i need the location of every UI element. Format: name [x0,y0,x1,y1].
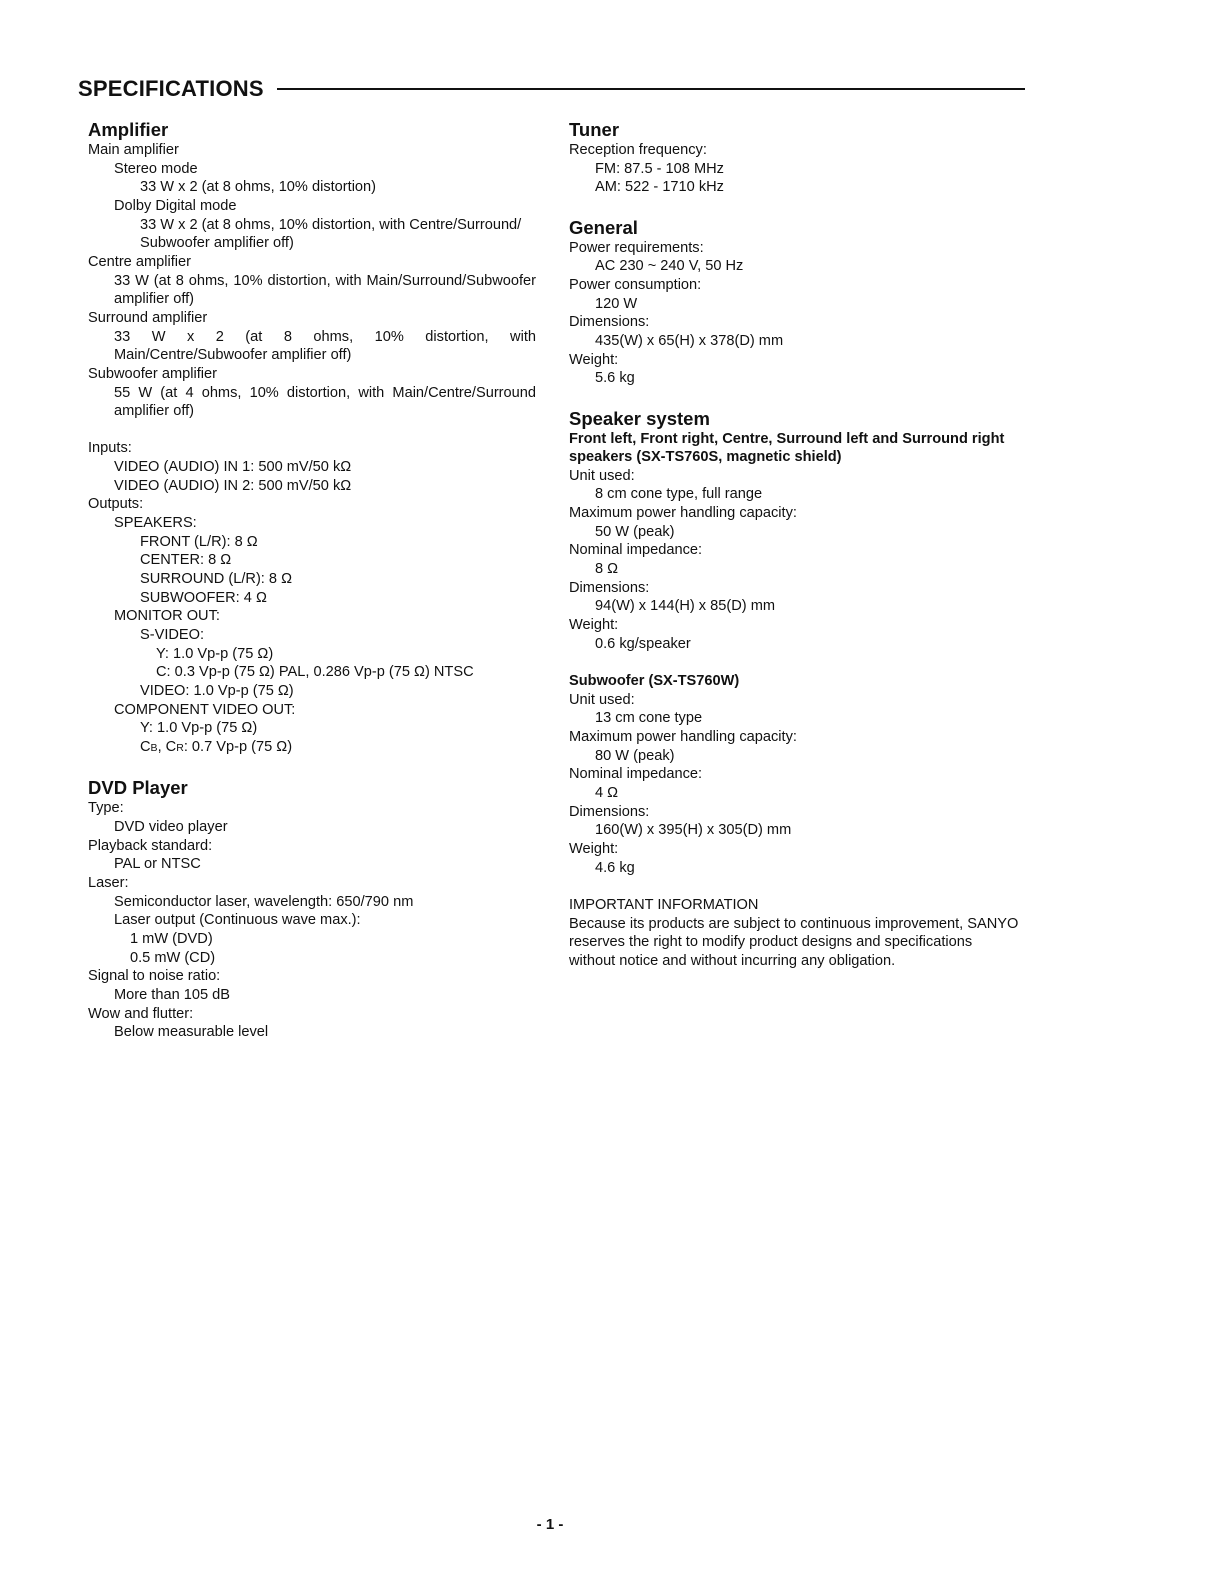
sub-unit-label: Unit used: [569,691,635,708]
page-number: - 1 - [536,1516,564,1533]
centre-amplifier-label: Centre amplifier [88,253,192,270]
speaker-system-subheading: Front left, Front right, Centre, Surround left and Surround right speakers (SX-TS760S, magnetic shield) [569,430,1005,466]
laser-output-label: Laser output (Continuous wave max.): [114,912,361,929]
reception-label: Reception frequency: [569,142,707,158]
power-req-value: AC 230 ~ 240 V, 50 Hz [595,258,744,275]
inputs-label: Inputs: [88,440,132,457]
snr-value: More than 105 dB [114,986,231,1003]
general-weight-label: Weight: [569,351,619,368]
speaker-weight-value: 0.6 kg/speaker [595,635,691,652]
dolby-mode-label: Dolby Digital mode [114,197,237,214]
monitor-out-label: MONITOR OUT: [114,608,220,625]
speaker-imp-label: Nominal impedance: [569,542,703,559]
page-title: SPECIFICATIONS [78,76,264,101]
subwoofer-heading: Subwoofer (SX-TS760W) [569,673,740,690]
important-heading: IMPORTANT INFORMATION [569,896,759,913]
svideo-label: S-VIDEO: [140,627,205,644]
speaker-weight-label: Weight: [569,617,619,634]
input-1: VIDEO (AUDIO) IN 1: 500 mV/50 kΩ [114,459,352,476]
sub-unit-value: 13 cm cone type [595,710,703,727]
surround-amplifier-value: 33 W x 2 (at 8 ohms, 10% distortion, with Main/Centre/Subwoofer amplifier off) [114,328,536,364]
speaker-unit-value: 8 cm cone type, full range [595,486,763,503]
general-dims-label: Dimensions: [569,314,650,331]
right-column [569,118,1019,971]
power-cons-value: 120 W [595,295,638,312]
component-video-label: COMPONENT VIDEO OUT: [114,701,296,718]
speaker-system-heading: Speaker system [569,407,710,429]
sub-maxp-value: 80 W (peak) [595,747,675,764]
sub-imp-value: 4 Ω [595,784,619,801]
center-output: CENTER: 8 Ω [140,552,232,569]
power-req-label: Power requirements: [569,239,704,256]
speaker-imp-value: 8 Ω [595,561,619,578]
general-heading: General [569,216,638,238]
dvd-type-label: Type: [88,800,124,817]
fm-value: FM: 87.5 - 108 MHz [595,160,724,177]
speaker-maxp-value: 50 W (peak) [595,523,675,540]
component-y: Y: 1.0 Vp-p (75 Ω) [140,720,258,737]
wow-label: Wow and flutter: [88,1005,194,1022]
video-output: VIDEO: 1.0 Vp-p (75 Ω) [140,683,294,700]
speaker-maxp-label: Maximum power handling capacity: [569,505,797,522]
subwoofer-amplifier-label: Subwoofer amplifier [88,365,217,382]
wow-value: Below measurable level [114,1024,269,1041]
laser-cd-value: 0.5 mW (CD) [130,949,216,966]
surround-amplifier-label: Surround amplifier [88,309,208,326]
stereo-mode-label: Stereo mode [114,160,198,177]
laser-value: Semiconductor laser, wavelength: 650/790 nm [114,893,414,910]
sub-weight-value: 4.6 kg [595,859,635,876]
svideo-c: C: 0.3 Vp-p (75 Ω) PAL, 0.286 Vp-p (75 Ω) NTSC [156,664,474,681]
dvd-type-value: DVD video player [114,818,228,835]
playback-label: Playback standard: [88,837,213,854]
left-column [88,118,536,1042]
laser-label: Laser: [88,874,129,891]
important-text: Because its products are subject to continuous improvement, SANYO reserves the right to modify product designs and specifications without notice and without incurring any obligation. [569,915,1019,969]
amplifier-heading: Amplifier [88,119,169,140]
general-dims-value: 435(W) x 65(H) x 378(D) mm [595,332,784,349]
subwoofer-amplifier-value: 55 W (at 4 ohms, 10% distortion, with Main/Centre/Surround amplifier off) [114,384,536,420]
svideo-y: Y: 1.0 Vp-p (75 Ω) [156,645,274,662]
speaker-dims-label: Dimensions: [569,579,650,596]
snr-label: Signal to noise ratio: [88,968,221,985]
power-cons-label: Power consumption: [569,276,702,293]
stereo-mode-value: 33 W x 2 (at 8 ohms, 10% distortion) [140,179,377,196]
am-value: AM: 522 - 1710 kHz [595,179,724,196]
speaker-dims-value: 94(W) x 144(H) x 85(D) mm [595,598,776,615]
playback-value: PAL or NTSC [114,856,201,873]
sub-dims-value: 160(W) x 395(H) x 305(D) mm [595,822,792,839]
sub-imp-label: Nominal impedance: [569,766,703,783]
main-amplifier-label: Main amplifier [88,142,179,158]
general-weight-value: 5.6 kg [595,370,635,387]
outputs-label: Outputs: [88,496,144,513]
tuner-heading: Tuner [569,119,620,140]
centre-amplifier-value: 33 W (at 8 ohms, 10% distortion, with Main/Surround/Subwoofer amplifier off) [114,272,536,308]
sub-dims-label: Dimensions: [569,803,650,820]
component-cbcr: CB, CR: 0.7 Vp-p (75 Ω) [140,738,293,755]
speaker-unit-label: Unit used: [569,467,635,484]
input-2: VIDEO (AUDIO) IN 2: 500 mV/50 kΩ [114,477,352,494]
sub-weight-label: Weight: [569,840,619,857]
front-output: FRONT (L/R): 8 Ω [140,533,258,550]
laser-dvd-value: 1 mW (DVD) [130,930,213,947]
surround-output: SURROUND (L/R): 8 Ω [140,571,292,588]
dolby-mode-value: 33 W x 2 (at 8 ohms, 10% distortion, with Centre/Surround/ Subwoofer amplifier off) [140,216,522,252]
title-rule [277,88,1025,90]
dvd-player-heading: DVD Player [88,777,188,799]
sub-maxp-label: Maximum power handling capacity: [569,728,797,745]
speakers-label: SPEAKERS: [114,515,197,532]
subwoofer-output: SUBWOOFER: 4 Ω [140,589,267,606]
